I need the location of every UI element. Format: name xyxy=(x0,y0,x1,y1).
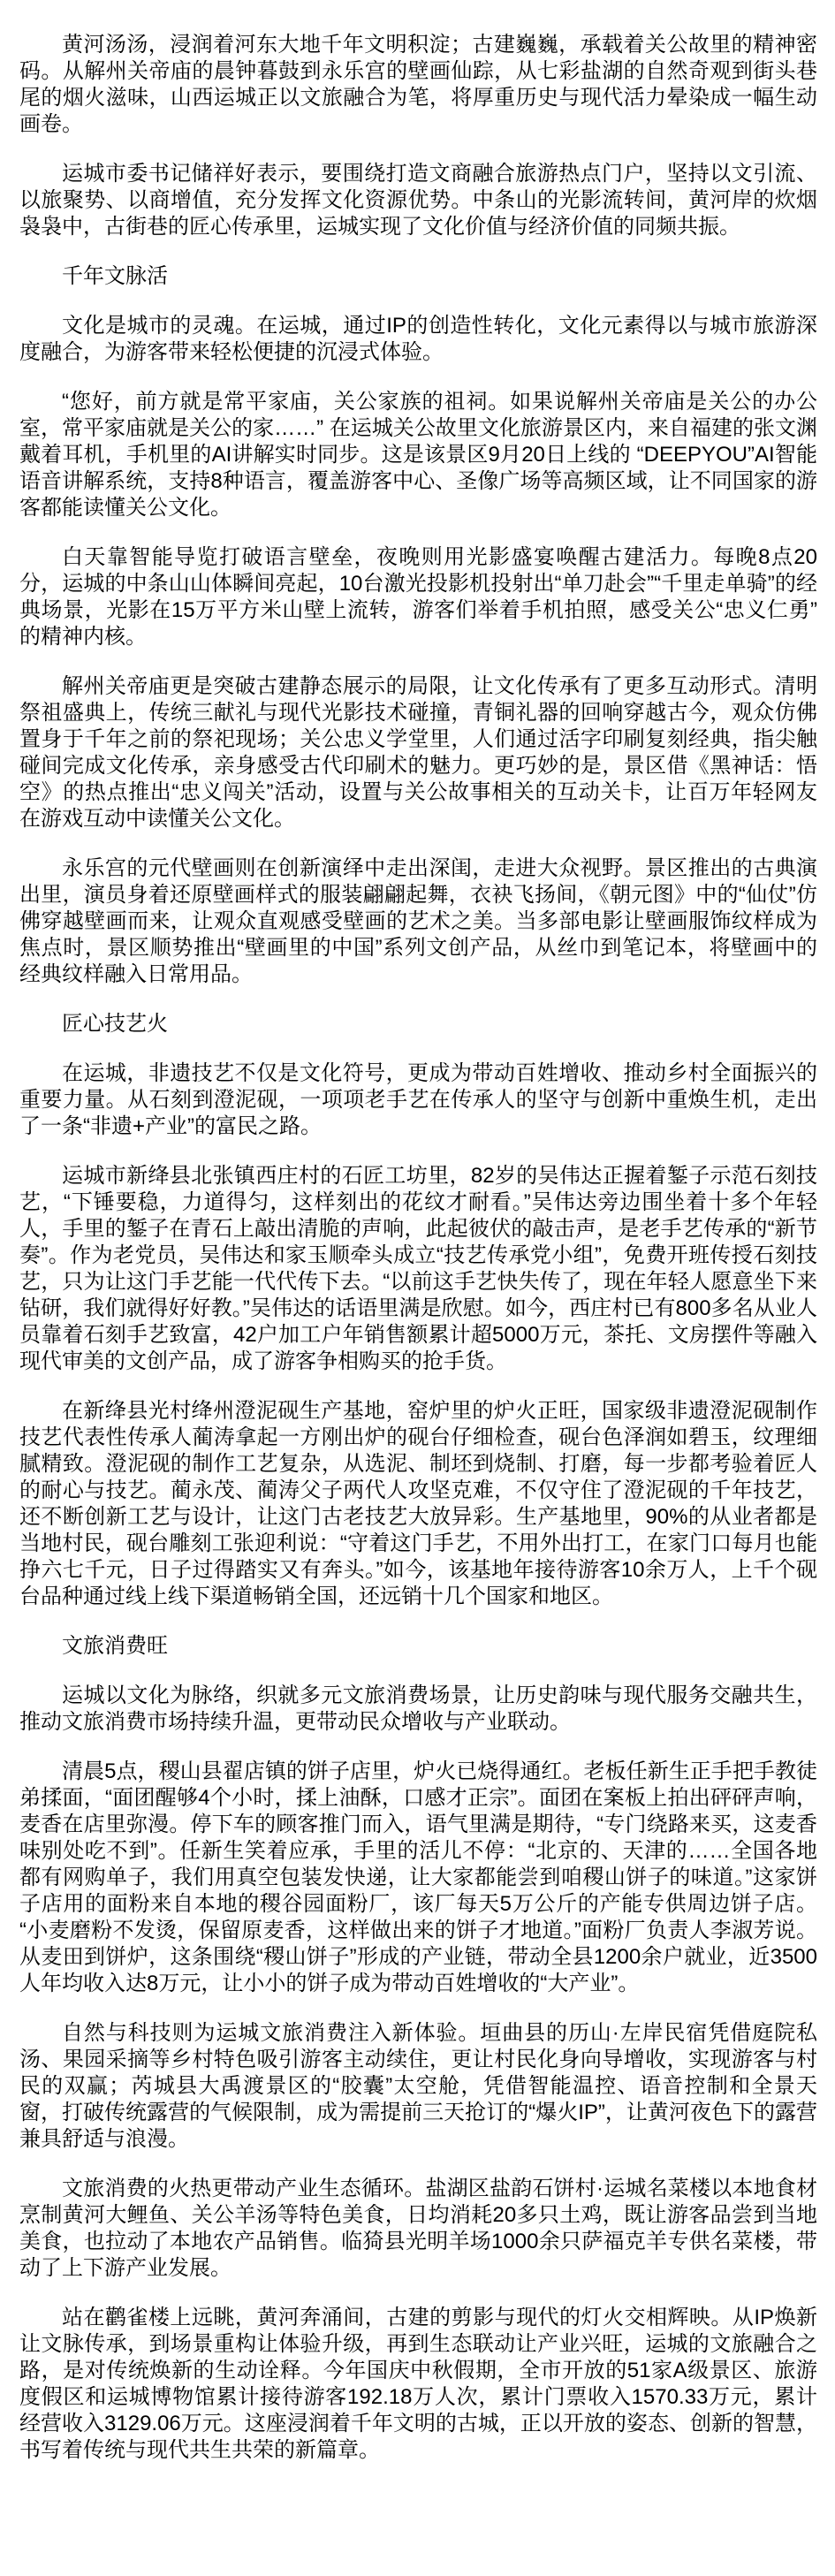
article-paragraph: 文化是城市的灵魂。在运城，通过IP的创造性转化，文化元素得以与城市旅游深度融合，为游客带来轻松便捷的沉浸式体验。 xyxy=(19,314,817,364)
article-paragraph: 解州关帝庙更是突破古建静态展示的局限，让文化传承有了更多互动形式。清明祭祖盛典上，传统三献礼与现代光影技术碰撞，青铜礼器的回响穿越古今，观众仿佛置身于千年之前的祭祀现场；关公忠义学堂里，人们通过活字印刷复刻经典，指尖触碰间完成文化传承，亲身感受古代印刷术的魅力。更巧妙的是，景区借《黑神话：悟空》的热点推出“忠义闯关”活动，设置与关公故事相关的互动关卡，让百万年轻网友在游戏互动中读懂关公文化。 xyxy=(19,674,817,831)
section-heading: 匠心技艺火 xyxy=(62,1012,168,1036)
article-paragraph: 永乐宫的元代壁画则在创新演绎中走出深闺，走进大众视野。景区推出的古典演出里，演员身着还原壁画样式的服装翩翩起舞，衣袂飞扬间，《朝元图》中的“仙仗”仿佛穿越壁画而来，让观众直观感受壁画的艺术之美。当多部电影让壁画服饰纹样成为焦点时，景区顺势推出“壁画里的中国”系列文创产品，从丝巾到笔记本，将壁画中的经典纹样融入日常用品。 xyxy=(19,856,817,986)
article-paragraph: 黄河汤汤，浸润着河东大地千年文明积淀；古建巍巍，承载着关公故里的精神密码。从解州关帝庙的晨钟暮鼓到永乐宫的壁画仙踪，从七彩盐湖的自然奇观到街头巷尾的烟火滋味，山西运城正以文旅融合为笔，将厚重历史与现代活力晕染成一幅生动画卷。 xyxy=(19,33,817,136)
section-heading: 千年文脉活 xyxy=(62,264,168,288)
article-paragraph: 站在鹳雀楼上远眺，黄河奔涌间，古建的剪影与现代的灯火交相辉映。从IP焕新让文脉传承，到场景重构让体验升级，再到生态联动让产业兴旺，运城的文旅融合之路，是对传统焕新的生动诠释。今年国庆中秋假期，全市开放的51家A级景区、旅游度假区和运城博物馆累计接待游客192.18万人次，累计门票收入1570.33万元，累计经营收入3129.06万元。这座浸润着千年文明的古城，正以开放的姿态、创新的智慧，书写着传统与现代共生共荣的新篇章。 xyxy=(19,2306,817,2462)
article-paragraph: 在新绛县光村绛州澄泥砚生产基地，窑炉里的炉火正旺，国家级非遗澄泥砚制作技艺代表性传承人蔺涛拿起一方刚出炉的砚台仔细检查，砚台色泽润如碧玉，纹理细腻精致。澄泥砚的制作工艺复杂，从选泥、制坯到烧制、打磨，每一步都考验着匠人的耐心与技艺。蔺永茂、蔺涛父子两代人攻坚克难，不仅守住了澄泥砚的千年技艺，还不断创新工艺与设计，让这门古老技艺大放异彩。生产基地里，90%的从业者都是当地村民，砚台雕刻工张迎利说：“守着这门手艺，不用外出打工，在家门口每月也能挣六七千元，日子过得踏实又有奔头。”如今，该基地年接待游客10余万人，上千个砚台品种通过线上线下渠道畅销全国，还远销十几个国家和地区。 xyxy=(19,1399,817,1608)
article-paragraph: 自然与科技则为运城文旅消费注入新体验。垣曲县的历山·左岸民宿凭借庭院私汤、果园采摘等乡村特色吸引游客主动续住，更让村民化身向导增收，实现游客与村民的双赢；芮城县大禹渡景区的“胶囊”太空舱，凭借智能温控、语音控制和全景天窗，打破传统露营的气候限制，成为需提前三天抢订的“爆火IP”，让黄河夜色下的露营兼具舒适与浪漫。 xyxy=(19,2021,817,2151)
article-paragraph: 运城市新绛县北张镇西庄村的石匠工坊里，82岁的吴伟达正握着錾子示范石刻技艺，“下锤要稳，力道得匀，这样刻出的花纹才耐看。”吴伟达旁边围坐着十多个年轻人，手里的錾子在青石上敲出清脆的声响，此起彼伏的敲击声，是老手艺传承的“新节奏”。作为老党员，吴伟达和家玉顺牵头成立“技艺传承党小组”，免费开班传授石刻技艺，只为让这门手艺能一代代传下去。“以前这手艺快失传了，现在年轻人愿意坐下来钻研，我们就得好好教。”吴伟达的话语里满是欣慰。如今，西庄村已有800多名从业人员靠着石刻手艺致富，42户加工户年销售额累计超5000万元，茶托、文房摆件等融入现代审美的文创产品，成了游客争相购买的抢手货。 xyxy=(19,1164,817,1373)
article-paragraph: “您好，前方就是常平家庙，关公家族的祖祠。如果说解州关帝庙是关公的办公室，常平家庙就是关公的家……” 在运城关公故里文化旅游景区内，来自福建的张文渊戴着耳机，手机里的AI讲解实时同步。这是该景区9月20日上线的 “DEEPYOU”AI智能语音讲解系统，支持8种语言，覆盖游客中心、圣像广场等高频区域，让不同国家的游客都能读懂关公文化。 xyxy=(19,390,817,520)
section-heading: 文旅消费旺 xyxy=(62,1634,168,1658)
article-paragraph: 运城市委书记储祥好表示，要围绕打造文商融合旅游热点门户，坚持以文引流、以旅聚势、以商增值，充分发挥文化资源优势。中条山的光影流转间，黄河岸的炊烟袅袅中，古街巷的匠心传承里，运城实现了文化价值与经济价值的同频共振。 xyxy=(19,162,817,239)
article-paragraph: 清晨5点，稷山县翟店镇的饼子店里，炉火已烧得通红。老板任新生正手把手教徒弟揉面，“面团醒够4个小时，揉上油酥，口感才正宗”。面团在案板上拍出砰砰声响，麦香在店里弥漫。停下车的顾客推门而入，语气里满是期待，“专门绕路来买，这麦香味别处吃不到”。任新生笑着应承，手里的活儿不停：“北京的、天津的……全国各地都有网购单子，我们用真空包装发快递，让大家都能尝到咱稷山饼子的味道。”这家饼子店用的面粉来自本地的稷谷园面粉厂，该厂每天5万公斤的产能专供周边饼子店。“小麦磨粉不发烫，保留原麦香，这样做出来的饼子才地道。”面粉厂负责人李淑芳说。从麦田到饼炉，这条围绕“稷山饼子”形成的产业链，带动全县1200余户就业，近3500人年均收入达8万元，让小小的饼子成为带动百姓增收的“大产业”。 xyxy=(19,1759,817,1995)
article-body xyxy=(19,32,817,2464)
article-paragraph: 在运城，非遗技艺不仅是文化符号，更成为带动百姓增收、推动乡村全面振兴的重要力量。从石刻到澄泥砚，一项项老手艺在传承人的坚守与创新中重焕生机，走出了一条“非遗+产业”的富民之路。 xyxy=(19,1061,817,1138)
article-paragraph: 文旅消费的火热更带动产业生态循环。盐湖区盐韵石饼村·运城名菜楼以本地食材烹制黄河大鲤鱼、关公羊汤等特色美食，日均消耗20多只土鸡，既让游客品尝到当地美食，也拉动了本地农产品销售。临猗县光明羊场1000余只萨福克羊专供名菜楼，带动了上下游产业发展。 xyxy=(19,2177,817,2280)
article-paragraph: 白天靠智能导览打破语言壁垒，夜晚则用光影盛宴唤醒古建活力。每晚8点20分，运城的中条山山体瞬间亮起，10台激光投影机投射出“单刀赴会”“千里走单骑”的经典场景，光影在15万平方米山壁上流转，游客们举着手机拍照，感受关公“忠义仁勇”的精神内核。 xyxy=(19,545,817,649)
article-paragraph: 运城以文化为脉络，织就多元文旅消费场景，让历史韵味与现代服务交融共生，推动文旅消费市场持续升温，更带动民众增收与产业联动。 xyxy=(19,1683,817,1734)
